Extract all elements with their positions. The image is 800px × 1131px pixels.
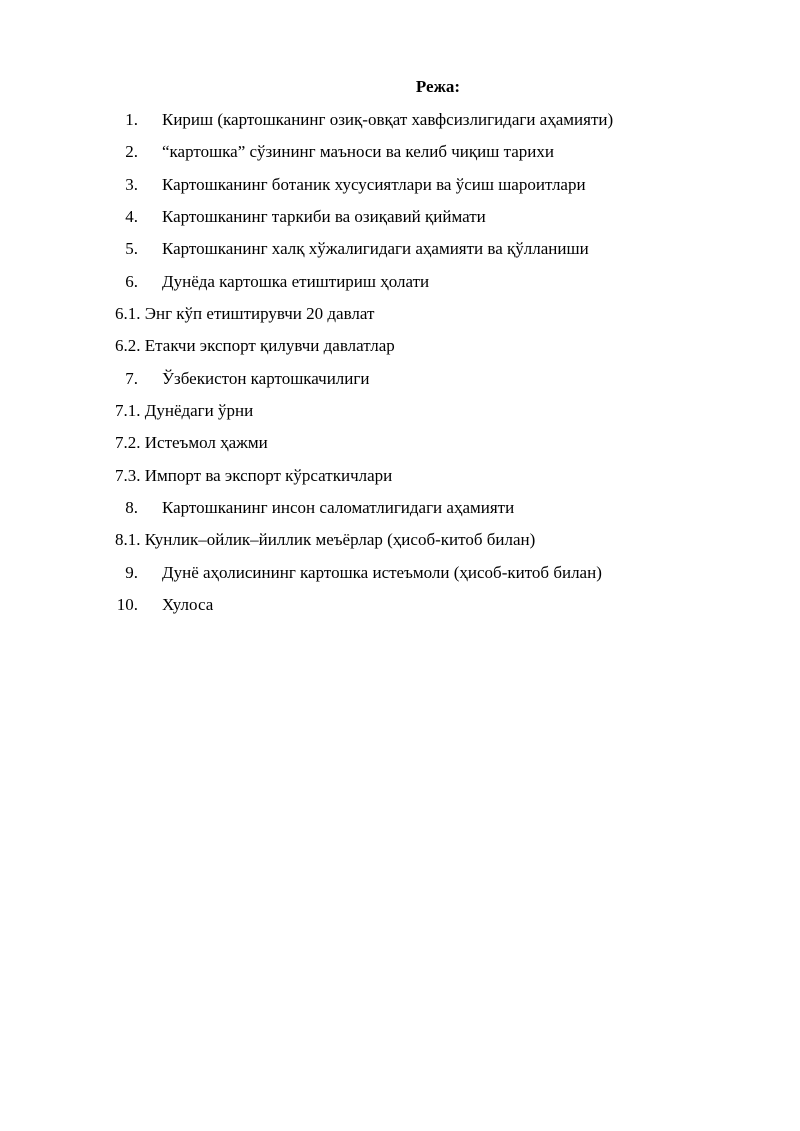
toc-item-number: 8. bbox=[125, 498, 138, 518]
toc-subitem-7-3 bbox=[0, 465, 800, 497]
toc-item-number: 2. bbox=[125, 142, 138, 162]
toc-item-number: 9. bbox=[125, 562, 138, 582]
toc-subitem-8-1 bbox=[0, 529, 800, 561]
toc-item-number: 10. bbox=[116, 595, 138, 615]
toc-subitem-7-1 bbox=[0, 400, 800, 432]
toc-subitem-text: 7.3. Импорт ва экспорт кўрсаткичлари bbox=[115, 465, 393, 485]
toc-item-number: 7. bbox=[125, 368, 138, 388]
toc-item-text: Дунё аҳолисининг картошка истеъмоли (ҳисоб-китоб билан) bbox=[162, 562, 602, 582]
toc-item-2 bbox=[0, 141, 800, 173]
toc-item-10 bbox=[0, 594, 800, 626]
toc-item-text: Картошканинг таркиби ва озиқавий қиймати bbox=[162, 207, 486, 227]
table-of-contents bbox=[0, 109, 800, 627]
toc-item-number: 4. bbox=[125, 207, 138, 227]
toc-subitem-text: 7.2. Истеъмол ҳажми bbox=[115, 433, 268, 453]
toc-item-1 bbox=[0, 109, 800, 141]
toc-item-text: Картошканинг ботаник хусусиятлари ва ўсиш шароитлари bbox=[162, 174, 586, 194]
toc-item-4 bbox=[0, 206, 800, 238]
toc-subitem-6-1 bbox=[0, 303, 800, 335]
toc-item-text: Дунёда картошка етиштириш ҳолати bbox=[162, 271, 430, 291]
toc-item-7 bbox=[0, 368, 800, 400]
toc-subitem-text: 8.1. Кунлик–ойлик–йиллик меъёрлар (ҳисоб-китоб билан) bbox=[115, 530, 536, 550]
toc-item-number: 1. bbox=[125, 110, 138, 129]
toc-subitem-text: 7.1. Дунёдаги ўрни bbox=[115, 401, 254, 421]
toc-subitem-text: 6.2. Етакчи экспорт қилувчи давлатлар bbox=[115, 336, 395, 356]
toc-subitem-text: 6.1. Энг кўп етиштирувчи 20 давлат bbox=[115, 304, 375, 324]
toc-item-8 bbox=[0, 497, 800, 529]
toc-item-9 bbox=[0, 562, 800, 594]
toc-subitem-7-2 bbox=[0, 432, 800, 464]
toc-item-number: 3. bbox=[125, 174, 138, 194]
toc-item-text: Ўзбекистон картошкачилиги bbox=[162, 368, 370, 388]
toc-subitem-6-2 bbox=[0, 335, 800, 367]
toc-item-number: 6. bbox=[125, 271, 138, 291]
toc-item-6 bbox=[0, 271, 800, 303]
toc-item-text: Кириш (картошканинг озиқ-овқат хавфсизлигидаги аҳамияти) bbox=[162, 110, 614, 129]
toc-item-text: Хулоса bbox=[162, 595, 214, 615]
toc-item-text: Картошканинг инсон саломатлигидаги аҳамияти bbox=[162, 498, 515, 518]
toc-item-number: 5. bbox=[125, 239, 138, 259]
toc-item-5 bbox=[0, 238, 800, 270]
toc-item-text: “картошка” сўзининг маъноси ва келиб чиқиш тарихи bbox=[162, 142, 554, 162]
page-title: Режа: bbox=[415, 77, 461, 96]
toc-item-text: Картошканинг халқ хўжалигидаги аҳамияти ва қўлланиши bbox=[162, 239, 589, 259]
toc-item-3 bbox=[0, 174, 800, 206]
